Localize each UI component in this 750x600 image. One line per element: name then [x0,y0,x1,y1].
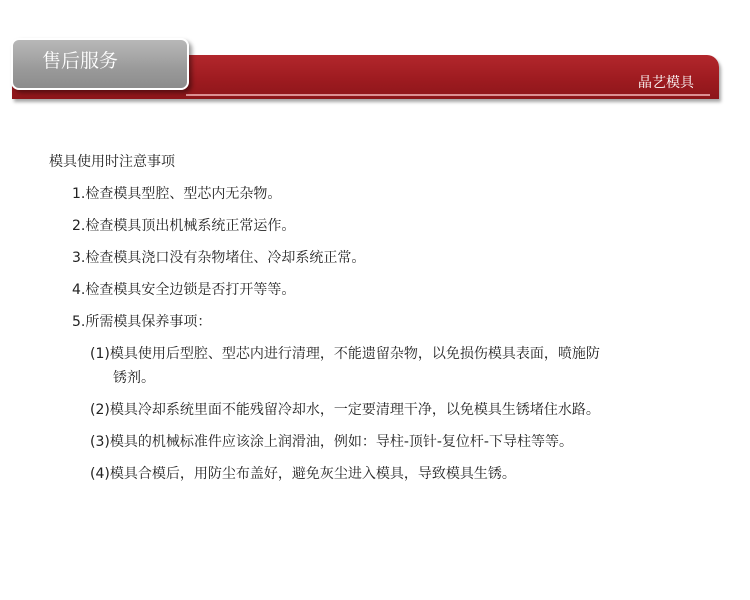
section-title: 售后服务 [42,50,119,72]
sub-list-item [90,398,709,422]
list-item: 1.检查模具型腔、型芯内无杂物。 [72,186,282,202]
list-item: 4.检查模具安全边锁是否打开等等。 [72,282,296,298]
sub-list-item [90,430,709,454]
brand-name: 晶艺模具 [638,75,694,91]
notice-content [49,150,709,494]
sub-list-item [90,342,709,390]
list-item: 3.检查模具浇口没有杂物堵住、冷却系统正常。 [72,250,366,266]
sub-list-item [90,462,709,486]
sub-item-text: (3)模具的机械标准件应该涂上润滑油，例如：导柱-顶针-复位杆-下导柱等等。 [90,434,573,450]
list-item: 5.所需模具保养事项： [72,314,212,330]
sub-item-continuation: 锈剂。 [113,370,155,386]
sub-item-text: (1)模具使用后型腔、型芯内进行清理，不能遗留杂物，以免损伤模具表面，喷施防 [90,346,600,362]
sub-item-text: (4)模具合模后，用防尘布盖好，避免灰尘进入模具，导致模具生锈。 [90,466,516,482]
banner-highlight-line [186,94,710,96]
list-item: 2.检查模具顶出机械系统正常运作。 [72,218,296,234]
content-heading: 模具使用时注意事项 [49,154,175,170]
sub-item-text: (2)模具冷却系统里面不能残留冷却水，一定要清理干净，以免模具生锈堵住水路。 [90,402,600,418]
